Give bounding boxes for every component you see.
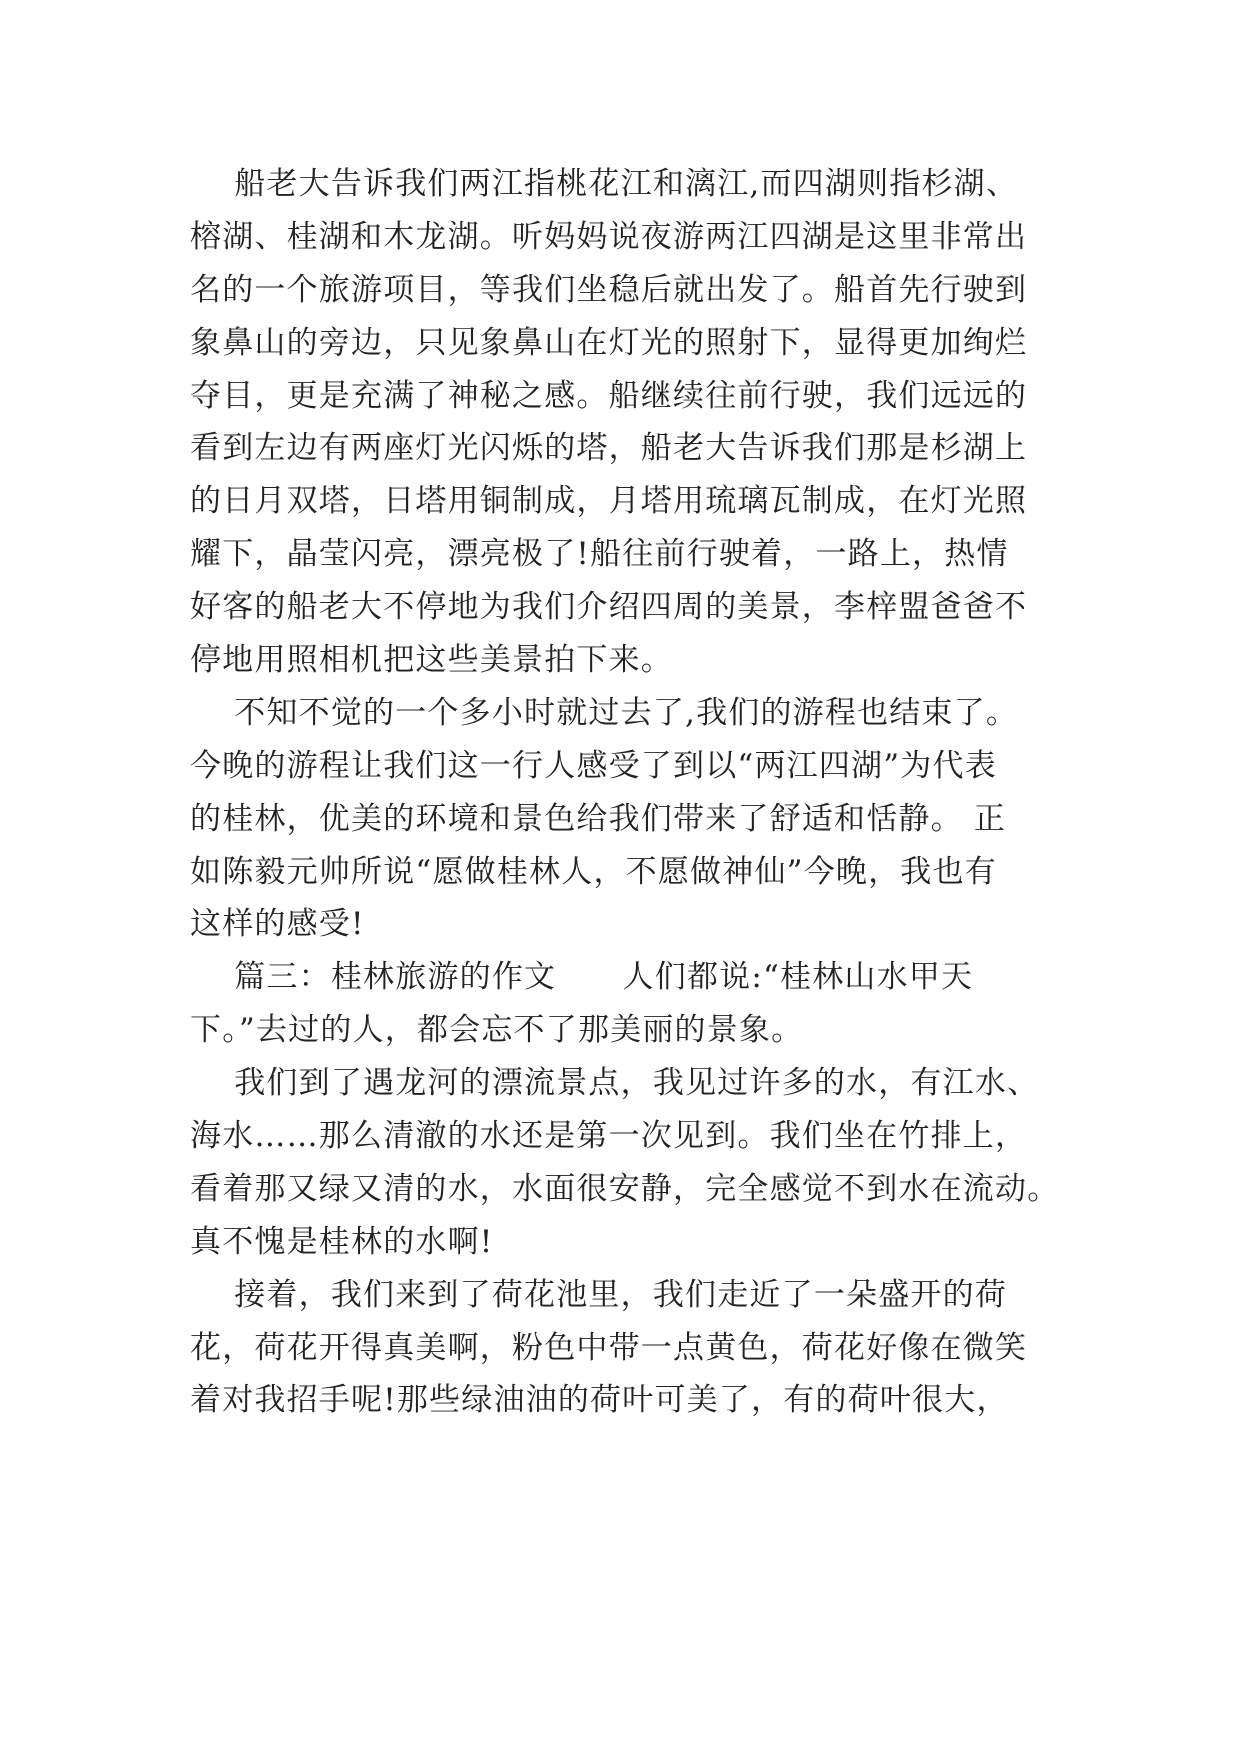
text-line: 象鼻山的旁边，只见象鼻山在灯光的照射下，显得更加绚烂	[190, 324, 1028, 361]
text-line: 夺目，更是充满了神秘之感。船继续往前行驶，我们远远的	[190, 377, 1028, 414]
text-line: 下。”去过的人，都会忘不了那美丽的景象。	[190, 1012, 804, 1049]
text-line: 不知不觉的一个多小时就过去了,我们的游程也结束了。	[190, 694, 1019, 731]
text-line: 接着，我们来到了荷花池里，我们走近了一朵盛开的荷	[190, 1276, 1008, 1313]
text-line: 着对我招手呢!那些绿油油的荷叶可美了，有的荷叶很大，	[190, 1382, 1009, 1419]
text-line: 的桂林，优美的环境和景色给我们带来了舒适和恬静。 正	[190, 800, 1007, 837]
text-line: 的日月双塔，日塔用铜制成，月塔用琉璃瓦制成，在灯光照	[190, 483, 1028, 520]
text-line: 耀下，晶莹闪亮，漂亮极了!船往前行驶着，一路上，热情	[190, 536, 1009, 573]
text-line: 花，荷花开得真美啊，粉色中带一点黄色，荷花好像在微笑	[190, 1329, 1028, 1366]
text-line: 今晚的游程让我们这一行人感受了到以“两江四湖”为代表	[190, 747, 997, 784]
section-heading-line: 篇三：桂林旅游的作文 人们都说:“桂林山水甲天	[190, 959, 974, 996]
text-line: 榕湖、桂湖和木龙湖。听妈妈说夜游两江四湖是这里非常出	[190, 218, 1028, 255]
text-line: 名的一个旅游项目，等我们坐稳后就出发了。船首先行驶到	[190, 271, 1028, 308]
document-body	[190, 158, 1090, 1427]
text-line: 船老大告诉我们两江指桃花江和漓江,而四湖则指杉湖、	[190, 166, 1019, 202]
text-line: 看着那又绿又清的水，水面很安静，完全感觉不到水在流动。	[190, 1170, 1060, 1207]
text-line: 真不愧是桂林的水啊!	[190, 1223, 494, 1260]
text-line: 我们到了遇龙河的漂流景点，我见过许多的水，有江水、	[190, 1065, 1040, 1102]
text-line: 停地用照相机把这些美景拍下来。	[190, 642, 673, 679]
text-line: 看到左边有两座灯光闪烁的塔，船老大告诉我们那是杉湖上	[190, 430, 1028, 467]
text-line: 如陈毅元帅所说“愿做桂林人，不愿做神仙”今晚，我也有	[190, 853, 997, 890]
text-line: 海水……那么清澈的水还是第一次见到。我们坐在竹排上，	[190, 1118, 1028, 1155]
text-line: 好客的船老大不停地为我们介绍四周的美景，李梓盟爸爸不	[190, 589, 1028, 626]
text-line: 这样的感受!	[190, 906, 365, 943]
